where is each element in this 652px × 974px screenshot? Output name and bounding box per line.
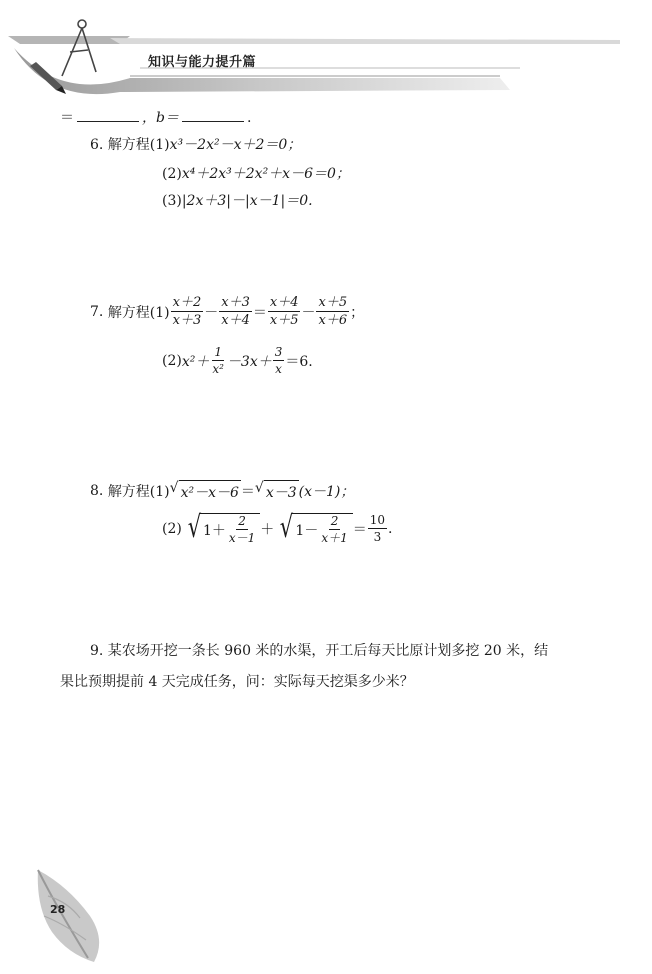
q9-line1: 9. 某农场开挖一条长 960 米的水渠，开工后每天比原计划多挖 20 米，结 (90, 643, 549, 659)
q8-line1: 8. 解方程(1) √ x²－x－6 ＝ √ x－3 (x－1)； (90, 480, 355, 501)
compass-icon (62, 20, 96, 76)
q6-lead: 解方程(1) (107, 137, 170, 153)
q6-line2: (2)x⁴＋2x³＋2x²＋x－6＝0； (162, 166, 350, 182)
answer-blank-a (77, 109, 139, 122)
header-band (110, 38, 620, 44)
section-title: 知识与能力提升篇 (148, 55, 257, 70)
q6-number: 6. (90, 137, 104, 153)
pencil-icon (30, 62, 66, 94)
header-banner (0, 0, 652, 110)
q7-line1: 7. 解方程(1) $\frac{x+2}{x+3}$ － $\frac{x+3}{x+4}$ ＝ $\frac{x+4}{x+5}$ － $\frac{x+5}{x+6}$ ； (90, 295, 365, 328)
q9-paragraph (60, 636, 620, 698)
q6-line1 (90, 134, 301, 154)
leaf-icon (28, 866, 108, 970)
header-swoosh (8, 36, 130, 44)
q6-eq3: |2x＋3|－|x－1|＝0. (181, 193, 313, 209)
page-number: 28 (50, 903, 66, 916)
q8-number: 8. (90, 483, 104, 499)
q7-line2: (2) x²＋ $\frac{1}{\text{x²}}$ －3x＋ $\frac{3}{x}$ ＝6. (162, 345, 313, 376)
answer-blank-b (182, 109, 244, 122)
header-arc (14, 48, 510, 94)
q6-eq2: x⁴＋2x³＋2x²＋x－6＝0； (181, 166, 350, 182)
q7-number: 7. (90, 303, 104, 320)
q6-line3: (3)|2x＋3|－|x－1|＝0. (162, 193, 313, 209)
q6-eq1: x³－2x²－x＋2＝0； (169, 137, 302, 153)
q9-line2: 果比预期提前 4 天完成任务，问：实际每天挖渠多少米？ (60, 674, 414, 690)
q8-line2: (2) √ 1＋ $\frac{2}{x-1}$ ＋ √ 1－ $\frac{2}{x+1}$ ＝ $\frac{10}{3}$ . (162, 510, 393, 545)
prev-answer-line: ＝ ，b＝ . (60, 110, 252, 126)
